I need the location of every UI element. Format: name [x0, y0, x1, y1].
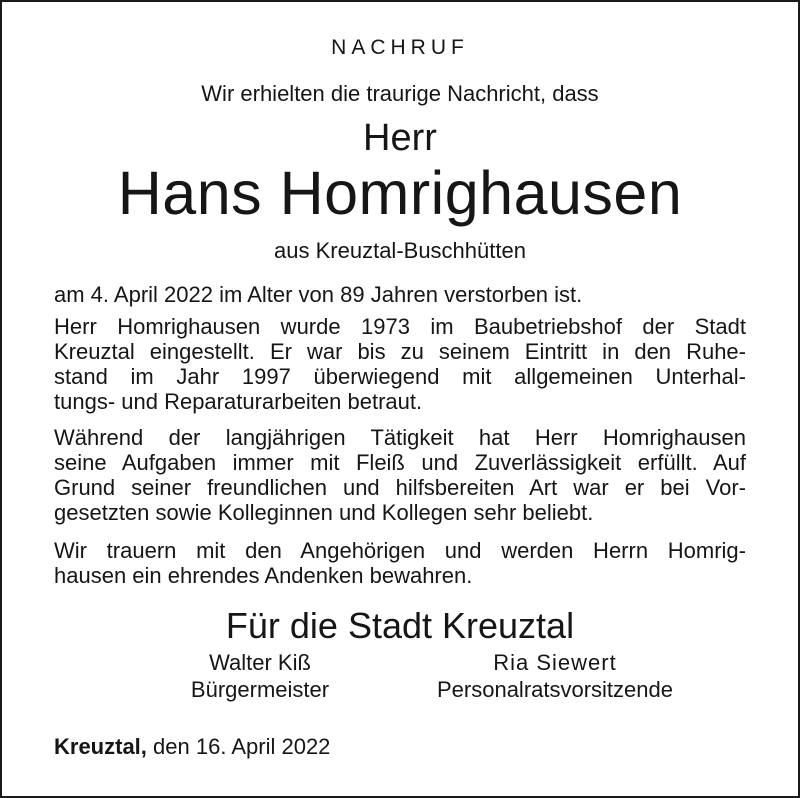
signature-organization: Für die Stadt Kreuztal [225, 605, 575, 646]
signer-right-name: Ria Siewert [493, 650, 617, 675]
signer-left-role: Bürgermeister [190, 677, 330, 702]
date: den 16. April 2022 [153, 734, 331, 759]
text-line: tungs- und Reparaturarbeiten betraut. [54, 389, 423, 414]
paragraph-mourning [54, 538, 746, 588]
text-line: gesetzten sowie Kolleginnen und Kollegen sehr beliebt. [54, 500, 594, 525]
place: Kreuztal, [54, 734, 147, 759]
text-line: Kreuztal eingestellt. Er war bis zu seinem Eintritt in den Ruhe- [54, 339, 746, 364]
text-line: Grund seiner freundlichen und hilfsbereiten Art war er bei Vor- [54, 475, 746, 500]
text-line: Während der langjährigen Tätigkeit hat Herr Homrighausen [54, 425, 746, 450]
paragraph-career [54, 314, 746, 414]
paragraph-tribute [54, 425, 746, 525]
signer-right-role: Personalratsvorsitzende [436, 677, 673, 702]
text-line: stand im Jahr 1997 überwiegend mit allgemeinen Unterhal- [54, 364, 746, 389]
honorific: Herr [363, 117, 437, 159]
signer-left-name: Walter Kiß [209, 650, 311, 675]
text-line: am 4. April 2022 im Alter von 89 Jahren verstorben ist. [54, 282, 583, 307]
text-line: seine Aufgaben immer mit Fleiß und Zuverlässigkeit erfüllt. Auf [54, 450, 746, 475]
intro-line: Wir erhielten die traurige Nachricht, dass [201, 81, 599, 106]
deceased-name: Hans Homrighausen [117, 159, 683, 227]
place-date [54, 734, 330, 760]
paragraph-death-date [54, 282, 746, 307]
origin-line: aus Kreuztal-Buschhütten [274, 238, 526, 263]
text-line: Wir trauern mit den Angehörigen und werden Herrn Homrig- [54, 538, 746, 563]
notice-heading: NACHRUF [331, 36, 469, 59]
text-line: hausen ein ehrendes Andenken bewahren. [54, 563, 473, 588]
text-line: Herr Homrighausen wurde 1973 im Baubetriebshof der Stadt [54, 314, 746, 339]
